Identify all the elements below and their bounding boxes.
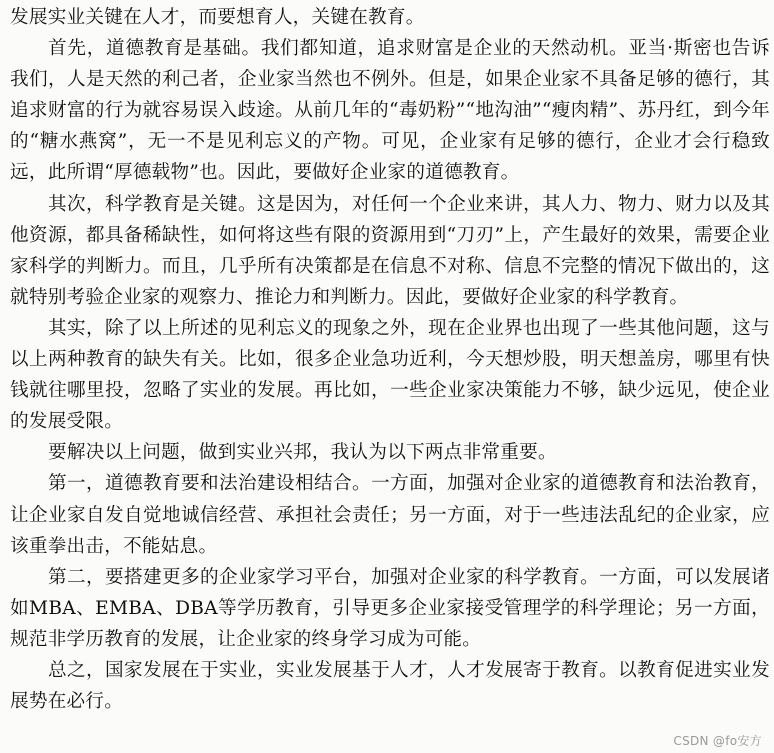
paragraph-conclusion: 总之，国家发展在于实业，实业发展基于人才，人才发展寄于教育。以教育促进实业发展势在必行。 xyxy=(10,659,770,713)
essay-body xyxy=(10,2,770,717)
paragraph-point-one: 第一，道德教育要和法治建设相结合。一方面，加强对企业家的道德教育和法治教育，让企业家自发自觉地诚信经营、承担社会责任；另一方面，对于一些违法乱纪的企业家，应该重拳出击，不能姑息。 xyxy=(10,473,770,557)
paragraph-intro: 发展实业关键在人才，而要想育人，关键在教育。 xyxy=(10,7,425,28)
csdn-watermark: CSDN @fo安方 xyxy=(673,734,762,748)
paragraph-science-education: 其次，科学教育是关键。这是因为，对任何一个企业来讲，其人力、物力、财力以及其他资源，都具备稀缺性，如何将这些有限的资源用到“刀刃”上，产生最好的效果，需要企业家科学的判断力。而且，几乎所有决策都是在信息不对称、信息不完整的情况下做出的，这就特别考验企业家的观察力、推论力和判断力。因此，要做好企业家的科学教育。 xyxy=(10,193,770,308)
paragraph-current-problems: 其实，除了以上所述的见利忘义的现象之外，现在企业界也出现了一些其他问题，这与以上两种教育的缺失有关。比如，很多企业急功近利，今天想炒股，明天想盖房，哪里有快钱就往哪里投，忽略了实业的发展。再比如，一些企业家决策能力不够，缺少远见，使企业的发展受限。 xyxy=(10,317,770,433)
paragraph-solution-intro: 要解决以上问题，做到实业兴邦，我认为以下两点非常重要。 xyxy=(48,442,557,464)
paragraph-point-two: 第二，要搭建更多的企业家学习平台，加强对企业家的科学教育。一方面，可以发展诸如MBA、EMBA、DBA等学历教育，引导更多企业家接受管理学的科学理论；另一方面，规范非学历教育的发展，让企业家的终身学习成为可能。 xyxy=(10,566,770,650)
paragraph-moral-education: 首先，道德教育是基础。我们都知道，追求财富是企业的天然动机。亚当·斯密也告诉我们，人是天然的利己者，企业家当然也不例外。但是，如果企业家不具备足够的德行，其追求财富的行为就容易误入歧途。从前几年的“毒奶粉”“地沟油”“瘦肉精”、苏丹红，到今年的“糖水燕窝”，无一不是见利忘义的产物。可见，企业家有足够的德行，企业才会行稳致远，此所谓“厚德载物”也。因此，要做好企业家的道德教育。 xyxy=(10,38,770,184)
